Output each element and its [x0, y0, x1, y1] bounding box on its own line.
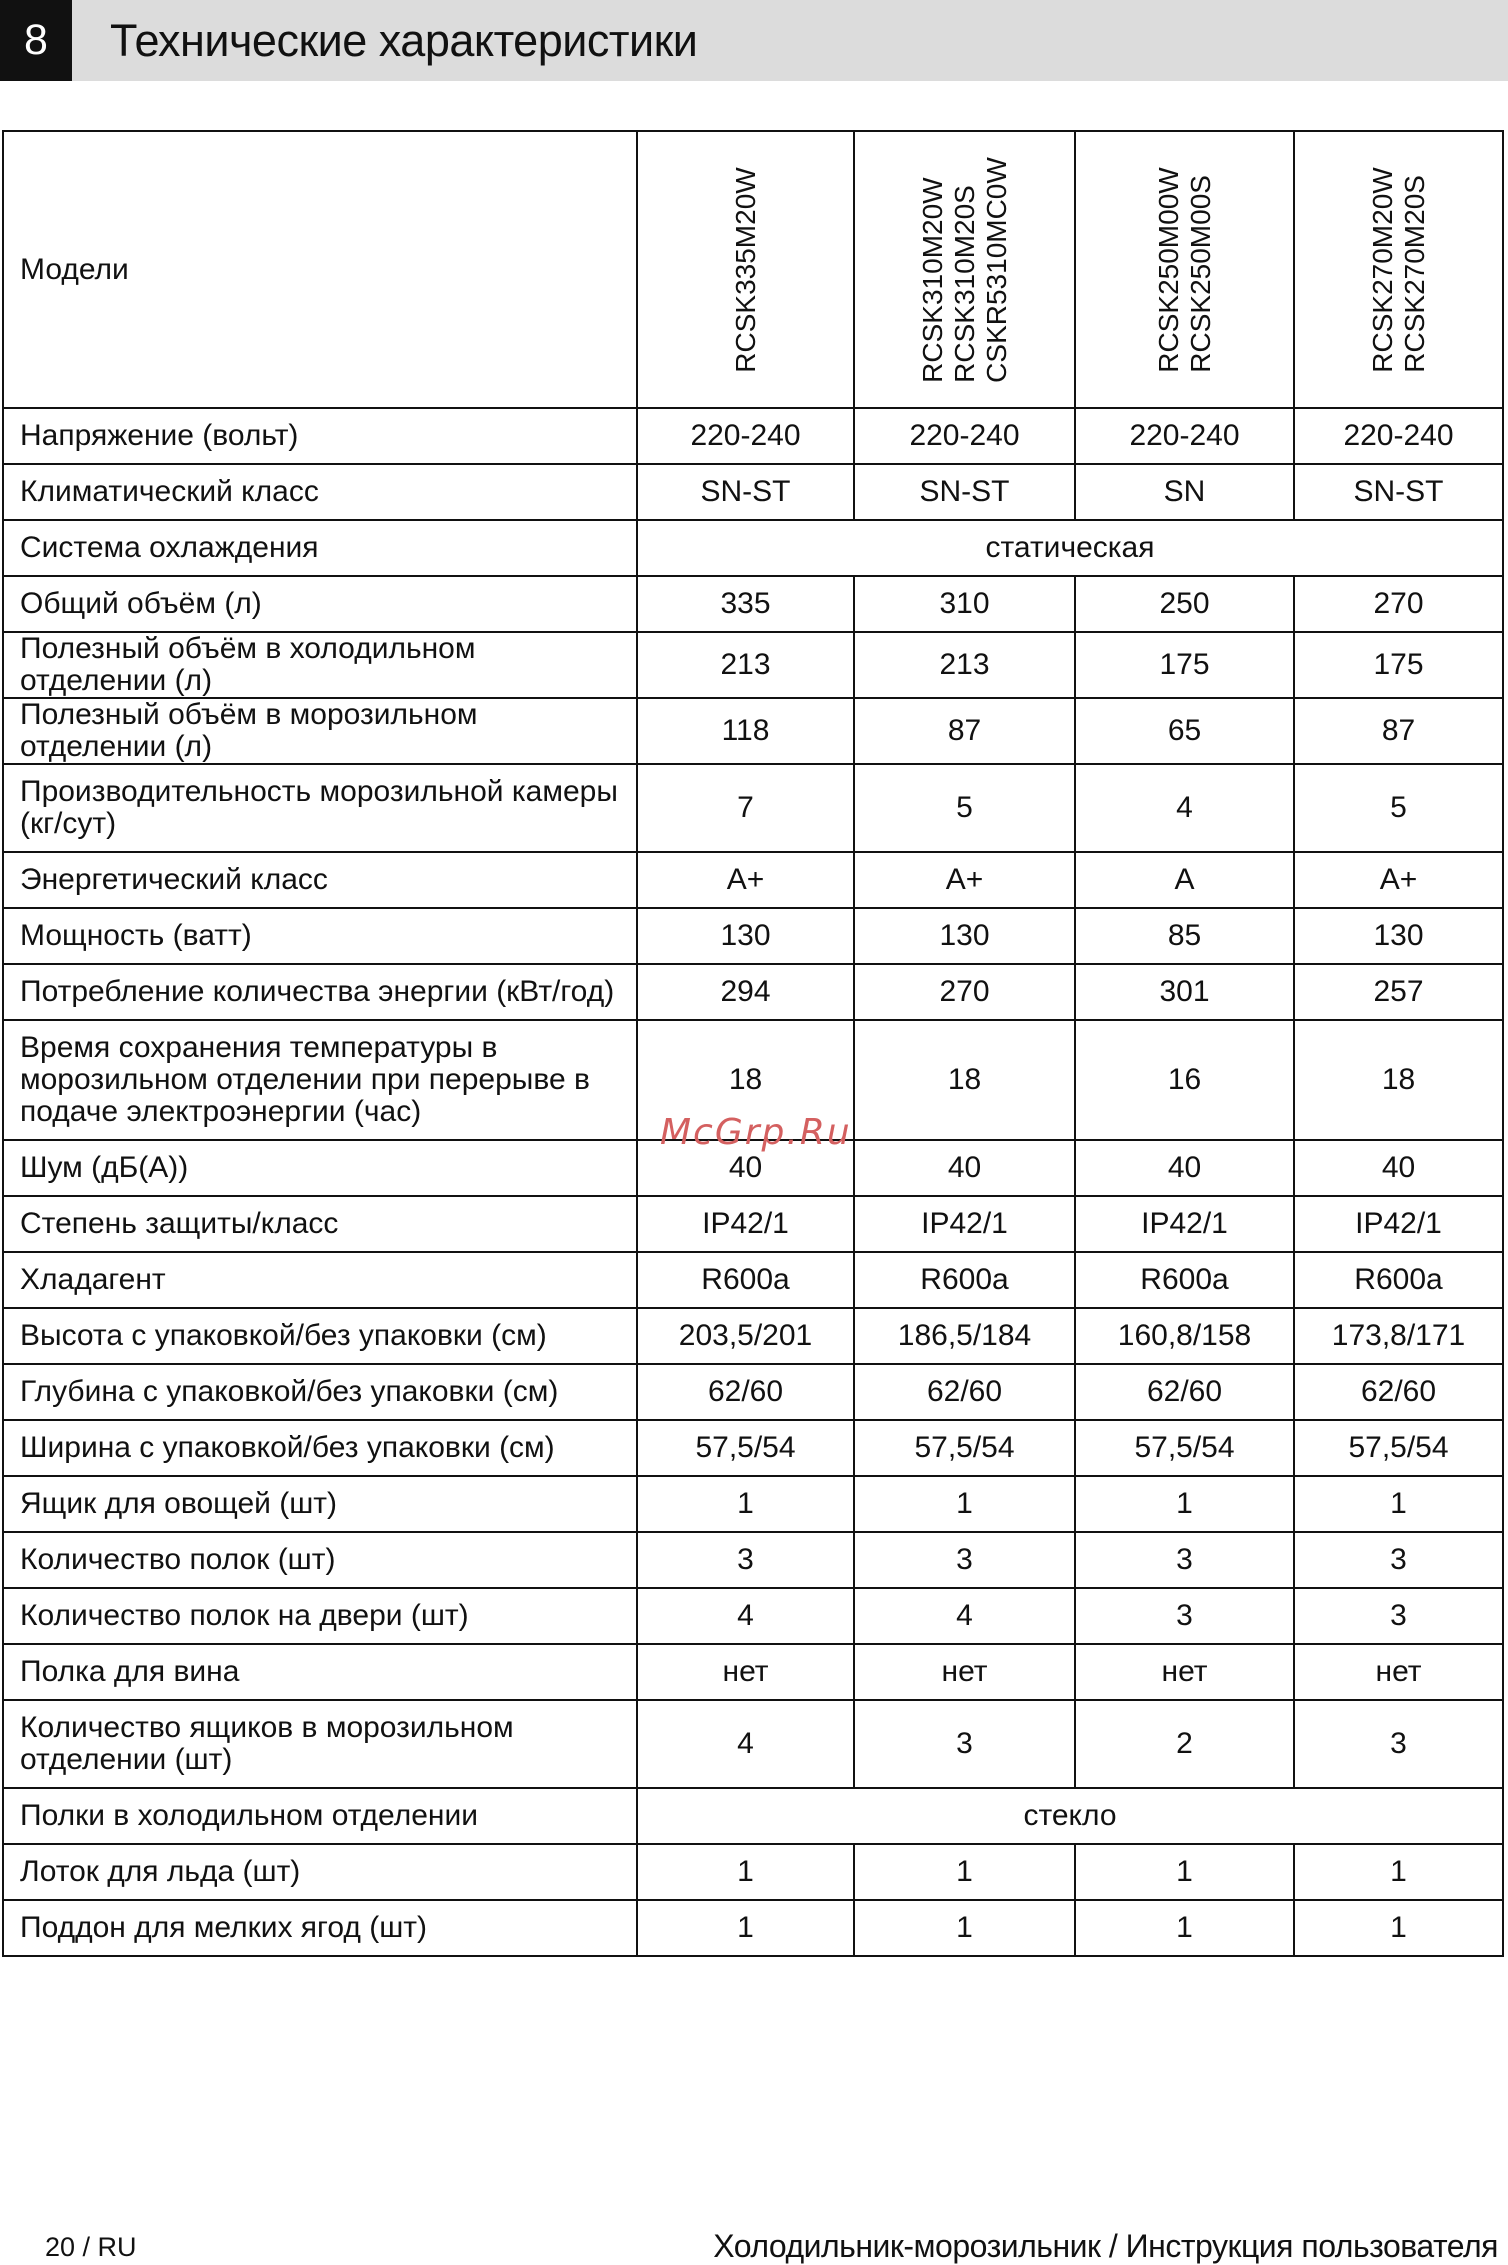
spec-value: SN-ST [637, 464, 854, 520]
spec-value: 130 [637, 908, 854, 964]
spec-value: 1 [1075, 1844, 1294, 1900]
spec-value: 16 [1075, 1020, 1294, 1140]
spec-value: 301 [1075, 964, 1294, 1020]
spec-value: 1 [1075, 1900, 1294, 1956]
spec-value: 62/60 [1294, 1364, 1503, 1420]
model-column-header [637, 131, 854, 408]
spec-value: IP42/1 [1294, 1196, 1503, 1252]
spec-row [3, 1364, 1503, 1420]
spec-row [3, 964, 1503, 1020]
spec-value: 40 [854, 1140, 1075, 1196]
spec-row [3, 1308, 1503, 1364]
spec-value: 335 [637, 576, 854, 632]
spec-row [3, 464, 1503, 520]
spec-value: 220-240 [854, 408, 1075, 464]
spec-value: 18 [854, 1020, 1075, 1140]
spec-value: 62/60 [637, 1364, 854, 1420]
spec-row [3, 764, 1503, 852]
spec-value: 1 [637, 1844, 854, 1900]
model-column-header [1294, 131, 1503, 408]
spec-row [3, 1644, 1503, 1700]
spec-value: 5 [854, 764, 1075, 852]
spec-value: 294 [637, 964, 854, 1020]
spec-value: 57,5/54 [854, 1420, 1075, 1476]
spec-value: R600a [1294, 1252, 1503, 1308]
spec-value: 175 [1294, 632, 1503, 698]
spec-value: 18 [1294, 1020, 1503, 1140]
spec-value: 18 [637, 1020, 854, 1140]
spec-row [3, 632, 1503, 698]
spec-row [3, 908, 1503, 964]
spec-label: Высота с упаковкой/без упаковки (см) [3, 1308, 637, 1364]
spec-value: 1 [637, 1476, 854, 1532]
page-header [0, 0, 1508, 81]
spec-row [3, 520, 1503, 576]
spec-value: 1 [854, 1476, 1075, 1532]
spec-value: 40 [1075, 1140, 1294, 1196]
spec-label: Ширина с упаковкой/без упаковки (см) [3, 1420, 637, 1476]
model-column-header [1075, 131, 1294, 408]
spec-row [3, 1700, 1503, 1788]
spec-value: SN-ST [854, 464, 1075, 520]
spec-row [3, 1196, 1503, 1252]
spec-value: A+ [854, 852, 1075, 908]
spec-value: 3 [1075, 1588, 1294, 1644]
spec-row [3, 1900, 1503, 1956]
spec-value: R600a [637, 1252, 854, 1308]
spec-value: 1 [1294, 1844, 1503, 1900]
spec-value: 220-240 [1294, 408, 1503, 464]
spec-value: 87 [854, 698, 1075, 764]
spec-row [3, 1532, 1503, 1588]
spec-value: SN-ST [1294, 464, 1503, 520]
spec-value: 3 [1294, 1532, 1503, 1588]
spec-value: 173,8/171 [1294, 1308, 1503, 1364]
section-number: 8 [0, 0, 72, 81]
spec-value: 213 [637, 632, 854, 698]
spec-value: нет [637, 1644, 854, 1700]
spec-row [3, 576, 1503, 632]
spec-label: Система охлаждения [3, 520, 637, 576]
spec-value: IP42/1 [1075, 1196, 1294, 1252]
page-number: 20 / RU [45, 2232, 137, 2262]
spec-value: A [1075, 852, 1294, 908]
spec-label: Напряжение (вольт) [3, 408, 637, 464]
spec-label: Количество полок на двери (шт) [3, 1588, 637, 1644]
models-header-row [3, 131, 1503, 408]
spec-value: 1 [1294, 1900, 1503, 1956]
model-name: RCSK335M20W [729, 166, 761, 373]
specifications-table [2, 130, 1504, 1957]
spec-value: 3 [637, 1532, 854, 1588]
spec-label: Полезный объём в морозильном отделении (л) [3, 698, 637, 764]
spec-value: 40 [637, 1140, 854, 1196]
spec-value: R600a [1075, 1252, 1294, 1308]
model-column-header [854, 131, 1075, 408]
spec-label: Мощность (ватт) [3, 908, 637, 964]
spec-label: Энергетический класс [3, 852, 637, 908]
spec-value: нет [854, 1644, 1075, 1700]
spec-value-merged: статическая [637, 520, 1503, 576]
spec-value: 57,5/54 [637, 1420, 854, 1476]
spec-value: 220-240 [637, 408, 854, 464]
spec-value: 7 [637, 764, 854, 852]
spec-value: 5 [1294, 764, 1503, 852]
spec-value: нет [1294, 1644, 1503, 1700]
page-title: Технические характеристики [110, 14, 698, 66]
spec-value: 160,8/158 [1075, 1308, 1294, 1364]
spec-value: 1 [854, 1844, 1075, 1900]
model-name: RCSK310M20W [916, 176, 948, 383]
spec-row [3, 1420, 1503, 1476]
spec-value: 4 [637, 1700, 854, 1788]
spec-value: 1 [1294, 1476, 1503, 1532]
spec-value: 2 [1075, 1700, 1294, 1788]
spec-value: 3 [1294, 1588, 1503, 1644]
spec-value: 85 [1075, 908, 1294, 964]
spec-value-merged: стекло [637, 1788, 1503, 1844]
spec-value: 65 [1075, 698, 1294, 764]
spec-label: Шум (дБ(A)) [3, 1140, 637, 1196]
spec-value: 4 [854, 1588, 1075, 1644]
model-name: RCSK310M20S [948, 184, 980, 383]
spec-label: Потребление количества энергии (кВт/год) [3, 964, 637, 1020]
spec-label: Производительность морозильной камеры (кг/сут) [3, 764, 637, 852]
spec-value: 62/60 [1075, 1364, 1294, 1420]
spec-value: 62/60 [854, 1364, 1075, 1420]
model-name: CSKR5310MC0W [980, 156, 1012, 383]
spec-value: SN [1075, 464, 1294, 520]
model-name: RCSK270M20W [1366, 166, 1398, 373]
spec-label: Степень защиты/класс [3, 1196, 637, 1252]
spec-value: 3 [854, 1532, 1075, 1588]
spec-value: 270 [854, 964, 1075, 1020]
spec-row [3, 1788, 1503, 1844]
spec-label: Хладагент [3, 1252, 637, 1308]
spec-value: 40 [1294, 1140, 1503, 1196]
spec-value: 130 [854, 908, 1075, 964]
spec-value: 250 [1075, 576, 1294, 632]
spec-value: 118 [637, 698, 854, 764]
spec-value: 220-240 [1075, 408, 1294, 464]
spec-value: 1 [1075, 1476, 1294, 1532]
spec-label: Общий объём (л) [3, 576, 637, 632]
spec-value: 130 [1294, 908, 1503, 964]
spec-value: A+ [1294, 852, 1503, 908]
document-title: Холодильник-морозильник / Инструкция пользователя [713, 2228, 1498, 2264]
spec-label: Количество ящиков в морозильном отделении (шт) [3, 1700, 637, 1788]
model-name: RCSK250M00S [1184, 174, 1216, 373]
spec-label: Время сохранения температуры в морозильном отделении при перерыве в подаче электроэнергии (час) [3, 1020, 637, 1140]
spec-value: 186,5/184 [854, 1308, 1075, 1364]
spec-row [3, 1588, 1503, 1644]
models-label: Модели [3, 131, 637, 408]
spec-value: 270 [1294, 576, 1503, 632]
spec-row [3, 1252, 1503, 1308]
spec-value: 3 [1075, 1532, 1294, 1588]
spec-row [3, 698, 1503, 764]
spec-label: Полки в холодильном отделении [3, 1788, 637, 1844]
spec-value: 203,5/201 [637, 1308, 854, 1364]
spec-value: IP42/1 [637, 1196, 854, 1252]
spec-label: Поддон для мелких ягод (шт) [3, 1900, 637, 1956]
spec-row [3, 1476, 1503, 1532]
spec-row [3, 1844, 1503, 1900]
spec-value: 4 [637, 1588, 854, 1644]
spec-value: A+ [637, 852, 854, 908]
spec-label: Полезный объём в холодильном отделении (л) [3, 632, 637, 698]
spec-label: Ящик для овощей (шт) [3, 1476, 637, 1532]
spec-value: нет [1075, 1644, 1294, 1700]
spec-value: R600a [854, 1252, 1075, 1308]
watermark: McGrp.Ru [660, 1112, 852, 1153]
spec-value: 87 [1294, 698, 1503, 764]
spec-label: Полка для вина [3, 1644, 637, 1700]
spec-value: 4 [1075, 764, 1294, 852]
spec-value: IP42/1 [854, 1196, 1075, 1252]
spec-label: Количество полок (шт) [3, 1532, 637, 1588]
spec-value: 1 [637, 1900, 854, 1956]
spec-label: Глубина с упаковкой/без упаковки (см) [3, 1364, 637, 1420]
spec-row [3, 852, 1503, 908]
spec-value: 1 [854, 1900, 1075, 1956]
spec-row [3, 408, 1503, 464]
spec-value: 175 [1075, 632, 1294, 698]
spec-value: 57,5/54 [1294, 1420, 1503, 1476]
spec-value: 310 [854, 576, 1075, 632]
spec-label: Лоток для льда (шт) [3, 1844, 637, 1900]
spec-value: 3 [854, 1700, 1075, 1788]
spec-value: 3 [1294, 1700, 1503, 1788]
spec-value: 213 [854, 632, 1075, 698]
spec-value: 57,5/54 [1075, 1420, 1294, 1476]
model-name: RCSK270M20S [1398, 174, 1430, 373]
spec-value: 257 [1294, 964, 1503, 1020]
spec-label: Климатический класс [3, 464, 637, 520]
model-name: RCSK250M00W [1152, 166, 1184, 373]
